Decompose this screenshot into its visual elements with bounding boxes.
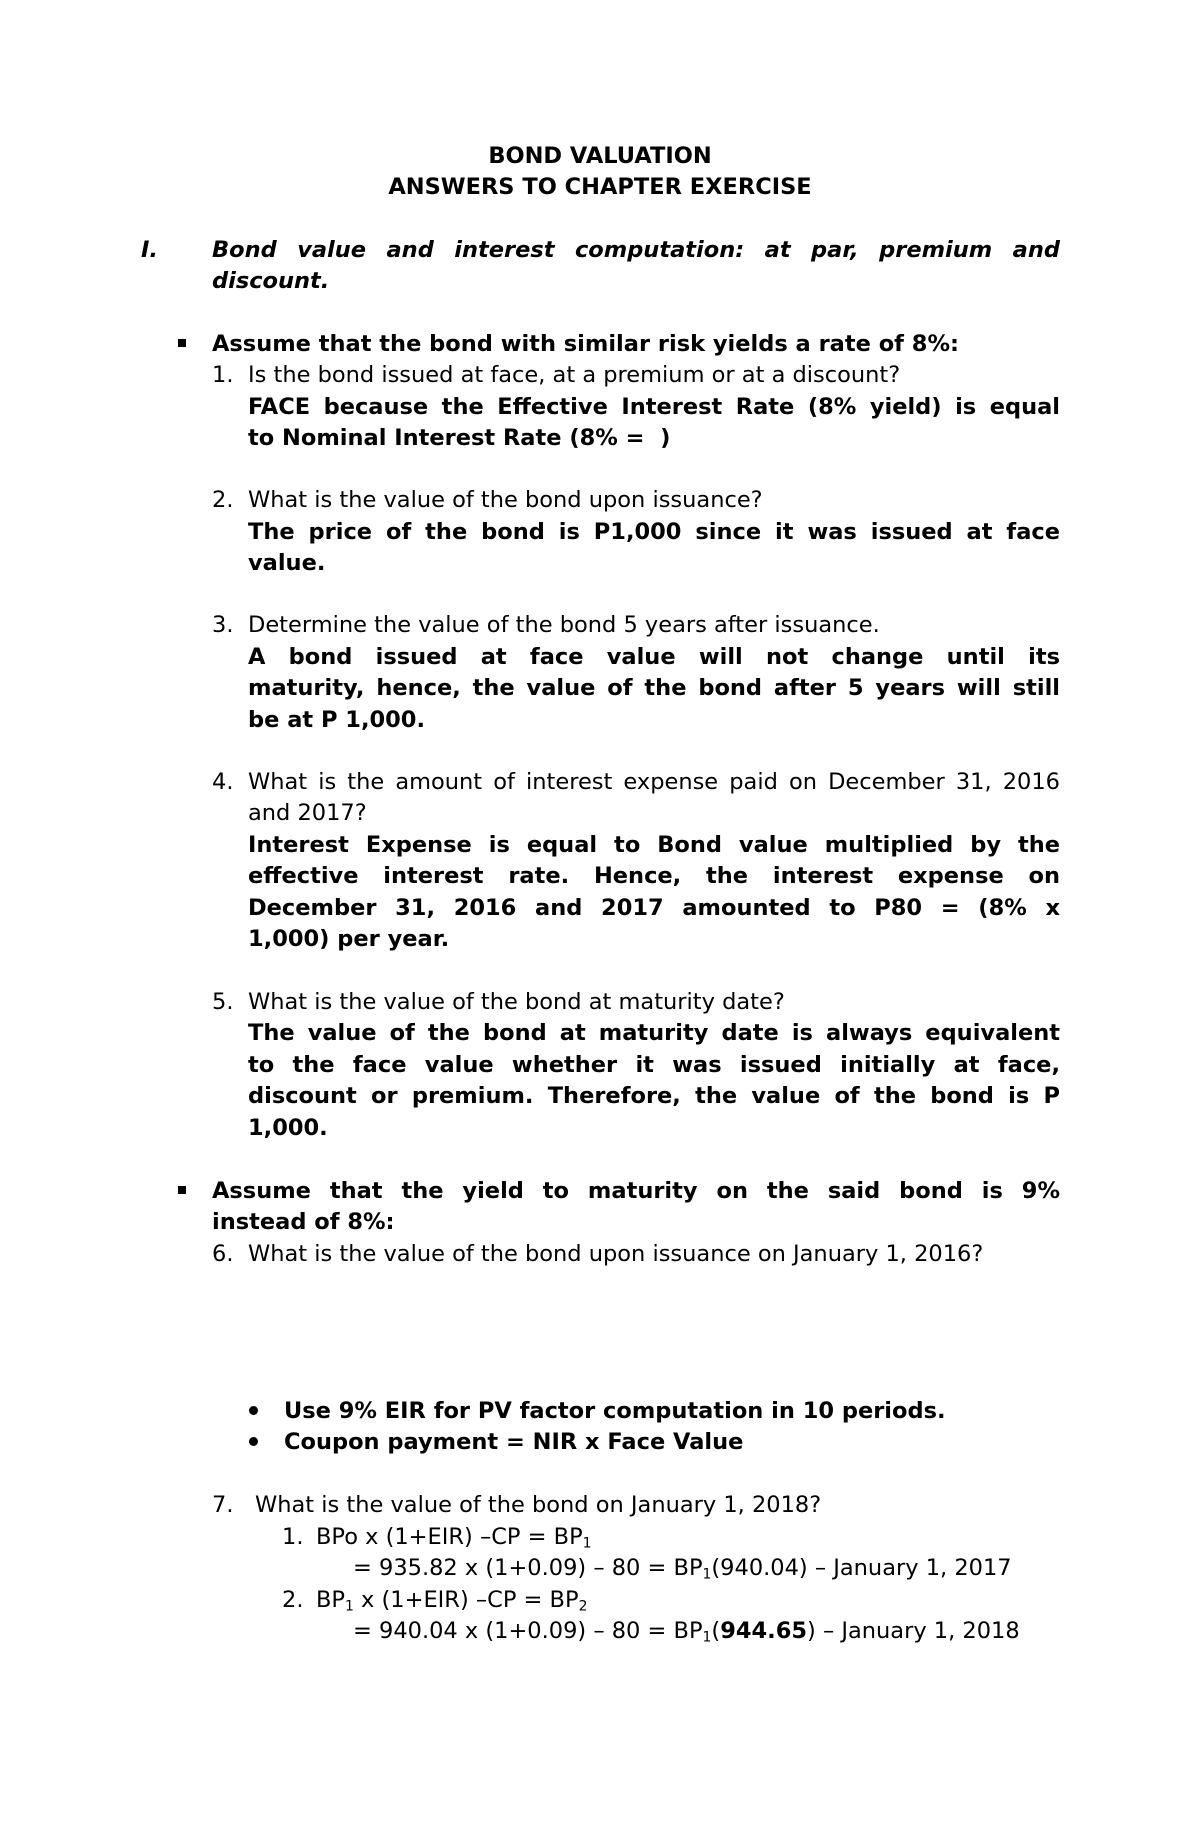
q2-number: 2. <box>212 487 234 513</box>
document-subtitle: ANSWERS TO CHAPTER EXERCISE <box>388 174 812 200</box>
q5-answer-line4: 1,000. <box>248 1115 328 1141</box>
q3-answer-line1: A bond issued at face value will not change until its <box>248 644 1060 670</box>
q4-answer-line3: December 31, 2016 and 2017 amounted to P80 = (8% x <box>248 895 1060 921</box>
q7-question: What is the value of the bond on January 1, 2018? <box>255 1492 822 1518</box>
round-bullet-icon <box>249 1437 258 1446</box>
q1-number: 1. <box>212 362 234 388</box>
q7-number: 7. <box>212 1492 234 1518</box>
q4-answer-line2: effective interest rate. Hence, the interest expense on <box>248 863 1060 889</box>
q2-answer-line2: value. <box>248 550 326 576</box>
q7-step2-number: 2. <box>282 1587 304 1613</box>
q5-number: 5. <box>212 989 234 1015</box>
q5-answer-line3: discount or premium. Therefore, the value of the bond is P <box>248 1083 1060 1109</box>
q4-answer-line1: Interest Expense is equal to Bond value multiplied by the <box>248 832 1060 858</box>
section-heading-line1: Bond value and interest computation: at par, premium and <box>212 237 1060 263</box>
section-heading-line2: discount. <box>212 268 330 294</box>
assumption-1-text: Assume that the bond with similar risk yields a rate of 8%: <box>212 331 959 357</box>
note-2: Coupon payment = NIR x Face Value <box>284 1429 744 1455</box>
q6-number: 6. <box>212 1241 234 1267</box>
q5-question: What is the value of the bond at maturity date? <box>248 989 785 1015</box>
q2-answer-line1: The price of the bond is P1,000 since it was issued at face <box>248 519 1060 545</box>
q2-question: What is the value of the bond upon issuance? <box>248 487 763 513</box>
note-1: Use 9% EIR for PV factor computation in 10 periods. <box>284 1398 946 1424</box>
q4-question-line2: and 2017? <box>248 800 367 826</box>
round-bullet-icon <box>249 1406 258 1415</box>
q1-answer-line2: to Nominal Interest Rate (8% = ) <box>248 425 671 451</box>
q5-answer-line2: to the face value whether it was issued initially at face, <box>248 1052 1060 1078</box>
q6-question: What is the value of the bond upon issuance on January 1, 2016? <box>248 1241 984 1267</box>
q7-step1-formula: BPo x (1+EIR) $-CP = BP_1$ <box>316 1524 592 1552</box>
assumption-2-line2: instead of 8%: <box>212 1209 395 1235</box>
q7-step1-number: 1. <box>282 1524 304 1550</box>
q3-answer-line3: be at P 1,000. <box>248 707 426 733</box>
section-numeral: I. <box>141 237 158 263</box>
q7-final-value: 944.65 <box>720 1618 808 1644</box>
q7-step2-computation: = 940.04 x $(1+0.09) - 80 = BP_1(944.65)$ – January 1, 2018 <box>353 1618 1020 1646</box>
q4-question-line1: What is the amount of interest expense paid on December 31, 2016 <box>248 769 1060 795</box>
q3-number: 3. <box>212 612 234 638</box>
q3-answer-line2: maturity, hence, the value of the bond after 5 years will still <box>248 675 1060 701</box>
q4-answer-line4: 1,000) per year. <box>248 926 450 952</box>
document-title: BOND VALUATION <box>488 143 712 169</box>
q4-number: 4. <box>212 769 234 795</box>
q5-answer-line1: The value of the bond at maturity date is always equivalent <box>248 1020 1060 1046</box>
q1-answer-line1: FACE because the Effective Interest Rate (8% yield) is equal <box>248 394 1060 420</box>
q1-question: Is the bond issued at face, at a premium or at a discount? <box>248 362 901 388</box>
q7-step1-computation: = 935.82 x $(1+0.09) - 80 = BP_1(940.04)$ – January 1, 2017 <box>353 1555 1012 1583</box>
square-bullet-icon <box>178 339 186 347</box>
q3-question: Determine the value of the bond 5 years after issuance. <box>248 612 880 638</box>
square-bullet-icon <box>178 1186 186 1194</box>
assumption-2-line1: Assume that the yield to maturity on the said bond is 9% <box>212 1178 1060 1204</box>
q7-step2-formula: $BP_1$ x (1+EIR) $-CP = BP_2$ <box>316 1587 588 1615</box>
